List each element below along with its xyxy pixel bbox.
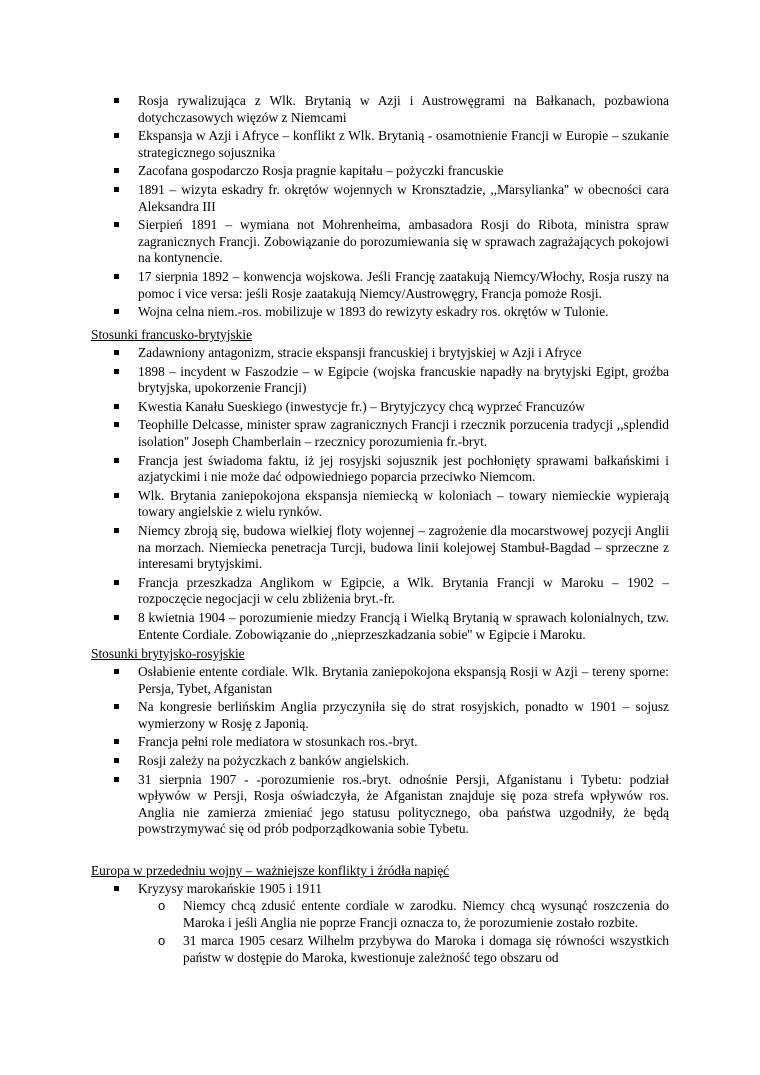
bullet-icon (114, 404, 119, 409)
list-item: 1898 – incydent w Faszodzie – w Egipcie (wojska francuskie napadły na brytyjski Egipt, groźba brytyjska, upokorzenie Francji) (0, 364, 760, 397)
bullet-icon (114, 187, 119, 192)
bullet-icon (114, 422, 119, 427)
list-item: Francja pełni role mediatora w stosunkach ros.-bryt. (0, 734, 760, 751)
europe-bullet-list (0, 881, 760, 900)
list-item: Francja przeszkadza Anglikom w Egipcie, a Wlk. Brytania Francji w Maroku – 1902 – rozpoczęcie negocjacji w celu zbliżenia bryt.-fr. (0, 575, 760, 608)
bullet-icon (114, 739, 119, 744)
circle-bullet-icon: o (158, 933, 166, 949)
list-item: 1891 – wizyta eskadry fr. okrętów wojennych w Kronsztadzie, ,,Marsylianka'' w obecności cara Aleksandra III (0, 182, 760, 215)
franco-british-bullet-list (0, 345, 760, 645)
bullet-icon (114, 274, 119, 279)
bullet-icon (114, 777, 119, 782)
bullet-icon (114, 758, 119, 763)
bullet-icon (114, 493, 119, 498)
british-russian-bullet-list (0, 664, 760, 840)
bullet-icon (114, 222, 119, 227)
bullet-icon (114, 704, 119, 709)
bullet-icon (114, 133, 119, 138)
list-item: Wlk. Brytania zaniepokojona ekspansja niemiecką w koloniach – towary niemieckie wypierają towary angielskie z wielu rynków. (0, 488, 760, 521)
intro-bullet-list (0, 93, 760, 323)
bullet-icon (114, 350, 119, 355)
list-item: Teophille Delcasse, minister spraw zagranicznych Francji i rzecznik porzucenia tradycji ,,splendid isolation'' Joseph Chamberlain – rzecznicy porozumienia fr.-bryt. (0, 417, 760, 450)
sub-list-item: o 31 marca 1905 cesarz Wilhelm przybywa do Maroka i domaga się równości wszystkich państw w dostępie do Maroka, kwestionuje zależność tego obszaru od (158, 933, 669, 965)
list-item: Niemcy zbroją się, budowa wielkiej floty wojennej – zagrożenie dla mocarstwowej pozycji Anglii na morzach. Niemiecka penetracja Turcji, budowa linii kolejowej Stambuł-Bagdad – sprzeczne z interesami brytyjskimi. (0, 523, 760, 573)
list-item: Osłabienie entente cordiale. Wlk. Brytania zaniepokojona ekspansją Rosji w Azji – tereny sporne: Persja, Tybet, Afganistan (0, 664, 760, 697)
list-item: Rosji zależy na pożyczkach z banków angielskich. (0, 753, 760, 770)
list-item: Na kongresie berlińskim Anglia przyczyniła się do strat rosyjskich, ponadto w 1901 – sojusz wymierzony w Rosję z Japonią. (0, 699, 760, 732)
bullet-icon (114, 886, 119, 891)
bullet-icon (114, 528, 119, 533)
list-item: Sierpień 1891 – wymiana not Mohrenheima, ambasadora Rosji do Ribota, ministra spraw zagranicznych Francji. Zobowiązanie do porozumiewania się w sprawach zagrażających pokojowi na kontynencie. (0, 217, 760, 267)
bullet-icon (114, 168, 119, 173)
europe-sub-list (0, 898, 760, 968)
list-item: 31 sierpnia 1907 - -porozumienie ros.-bryt. odnośnie Persji, Afganistanu i Tybetu: podział wpływów w Persji, Rosja oświadczyła, że Afganistan znajduje się poza strefa wpływów ros. Anglia nie zamierza zmieniać jego statusu politycznego, oba państwa uzgodniły, że będą powstrzymywać się od prób podporządkowania sobie Tybetu. (0, 772, 760, 838)
bullet-icon (114, 309, 119, 314)
list-item: 17 sierpnia 1892 – konwencja wojskowa. Jeśli Francję zaatakują Niemcy/Włochy, Rosja ruszy na pomoc i vice versa: jeśli Rosje zaatakują Niemcy/Austrowęgry, Francja pomoże Rosji. (0, 269, 760, 302)
list-item: Kwestia Kanału Sueskiego (inwestycje fr.) – Brytyjczycy chcą wyprzeć Francuzów (0, 399, 760, 416)
list-item: Rosja rywalizująca z Wlk. Brytanią w Azji i Austrowęgrami na Bałkanach, pozbawiona dotychczasowych więzów z Niemcami (0, 93, 760, 126)
sub-list-item: o Niemcy chcą zdusić entente cordiale w zarodku. Niemcy chcą wysunąć roszczenia do Maroka i jeśli Anglia nie poprze Francji oznacza to, że porozumienie zostało rozbite. (158, 898, 669, 930)
bullet-icon (114, 458, 119, 463)
bullet-icon (114, 669, 119, 674)
bullet-icon (114, 580, 119, 585)
section-heading-franco-british: Stosunki francusko-brytyjskie (91, 327, 253, 342)
section-heading-british-russian: Stosunki brytyjsko-rosyjskie (91, 646, 245, 661)
list-item: Ekspansja w Azji i Afryce – konflikt z Wlk. Brytanią - osamotnienie Francji w Europie – szukanie strategicznego sojusznika (0, 128, 760, 161)
list-item: Kryzysy marokańskie 1905 i 1911 (0, 881, 760, 898)
list-item: Zadawniony antagonizm, stracie ekspansji francuskiej i brytyjskiej w Azji i Afryce (0, 345, 760, 362)
circle-bullet-icon: o (158, 898, 166, 913)
section-heading-europe: Europa w przededniu wojny – ważniejsze konflikty i źródła napięć (91, 863, 450, 878)
list-item: Wojna celna niem.-ros. mobilizuje w 1893 do rewizyty eskadry ros. okrętów w Tulonie. (0, 304, 760, 321)
bullet-icon (114, 369, 119, 374)
list-item: 8 kwietnia 1904 – porozumienie miedzy Francją i Wielką Brytanią w sprawach kolonialnych, tzw. Entente Cordiale. Zobowiązanie do ,,nieprzeszkadzania sobie'' w Egipcie i Maroku. (0, 610, 760, 643)
bullet-icon (114, 615, 119, 620)
bullet-icon (114, 98, 119, 103)
list-item: Francja jest świadoma faktu, iż jej rosyjski sojusznik jest pochłonięty sprawami bałkańskimi i azjatyckimi i nie może dać odpowiedniego poparcia przeciwko Niemcom. (0, 453, 760, 486)
list-item: Zacofana gospodarczo Rosja pragnie kapitału – pożyczki francuskie (0, 163, 760, 180)
